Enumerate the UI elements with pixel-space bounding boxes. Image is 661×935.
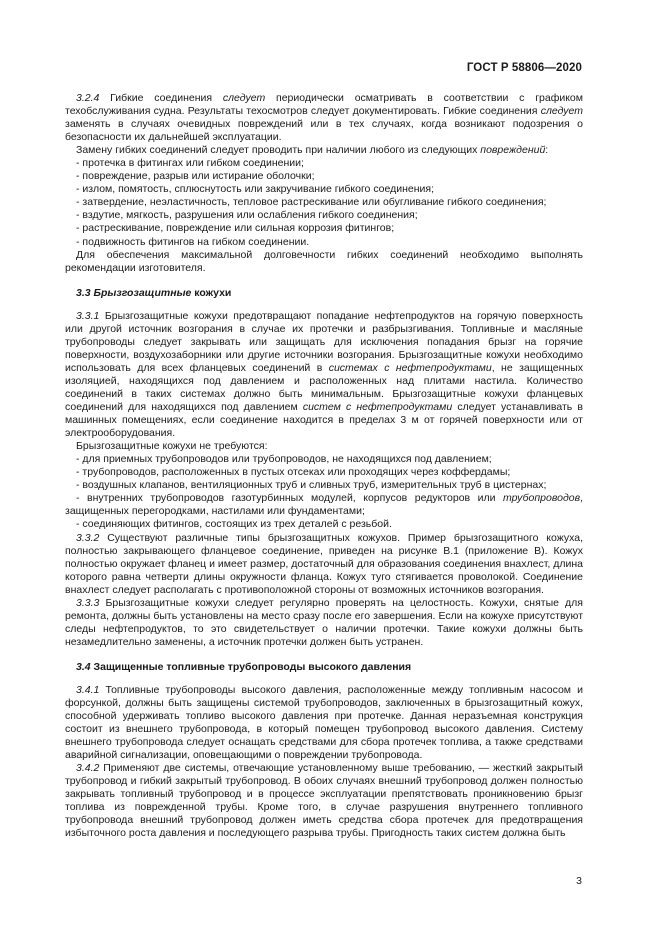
paragraph-3-2-4: 3.2.4 Гибкие соединения следует периодически осматривать в соответствии с графиком техобслуживания судна. Результаты техосмотров следует документировать. Гибкие соединения следует заменять в случаях очевидных повреждений или в тех случаях, когда возникают подозрения о безопасности их дальнейшей эксплуатации.: [65, 92, 583, 144]
clause-number: 3.3.3: [76, 596, 100, 609]
list-item: - воздушных клапанов, вентиляционных труб и сливных труб, измерительных труб в цистернах;: [76, 479, 547, 492]
list-item: - протечка в фитингах или гибком соединении;: [76, 157, 304, 170]
list-item: - подвижность фитингов на гибком соединении.: [76, 235, 310, 248]
clause-number: 3.3.1: [76, 309, 100, 322]
list-item: - повреждение, разрыв или истирание оболочки;: [76, 170, 315, 183]
clause-number: 3.3.2: [76, 531, 100, 544]
replacement-intro: Замену гибких соединений следует проводить при наличии любого из следующих повреждений:: [76, 144, 549, 157]
not-required-intro: Брызгозащитные кожухи не требуются:: [76, 440, 268, 453]
list-item: - растрескивание, повреждение или сильная коррозия фитингов;: [76, 222, 395, 235]
list-item: - соединяющих фитингов, состоящих из трех деталей с резьбой.: [76, 518, 392, 531]
list-item: - для приемных трубопроводов или трубопроводов, не находящихся под давлением;: [76, 453, 492, 466]
paragraph-3-4-2: 3.4.2 Применяют две системы, отвечающие установленному выше требованию, — жесткий закрытый трубопровод и гибкий закрытый трубопровод. В обоих случаях внешний трубопровод должен полностью закрывать топливный трубопровод и в процессе эксплуатации препятствовать проникновению брызг топлива из поврежденной трубы. Кроме того, в случае разрушения внутреннего топливного трубопровода внешний трубопровод должен иметь средства сбора протечек для предотвращения избыточного роста давления и последующего разрыва трубы. Пригодность таких систем должна быть: [65, 762, 583, 840]
paragraph-3-3-1: 3.3.1 Брызгозащитные кожухи предотвращают попадание нефтепродуктов на горячую поверхность или другой источник возгорания в случае их протечки и разбрызгивания. Топливные и масляные трубопроводы следует закрывать или защищать для исключения попадания брызг на горячие поверхности, воздухозаборники или другие источники возгорания. Брызгозащитные кожухи необходимо использовать для всех фланцевых соединений в системах с нефтепродуктами, не защищенных изоляцией, находящихся под давлением и расположенных над плитами настила. Количество соединений в таких системах должно быть минимальным. Брызгозащитные кожухи фланцевых соединений для находящихся под давлением систем с нефтепродуктами следует устанавливать в машинных помещениях, если соединение находится в пределах 3 м от горячей поверхности или от электрооборудования.: [65, 309, 583, 440]
page-number: 3: [576, 875, 582, 887]
paragraph-3-4-1: 3.4.1 Топливные трубопроводы высокого давления, расположенные между топливным насосом и форсункой, должны быть защищены системой трубопроводов, заключенных в брызгозащитный кожух, способной удерживать топливо высокого давления при протечке. Данная неразъемная конструкция состоит из внешнего трубопровода, в который помещен трубопровод высокого давления. Систему внешнего трубопровода следует оснащать средствами для сбора протечек топлива, а также средствами аварийной сигнализации, оповещающими о повреждении трубопровода.: [65, 683, 583, 762]
durability-note: Для обеспечения максимальной долговечности гибких соединений необходимо выполнять рекомендации изготовителя.: [65, 248, 583, 274]
section-heading-3-3: 3.3 Брызгозащитные кожухи: [76, 286, 232, 299]
list-item: - вздутие, мягкость, разрушения или ослабления гибкого соединения;: [76, 209, 418, 222]
paragraph-3-3-3: 3.3.3 Брызгозащитные кожухи следует регулярно проверять на целостность. Кожухи, снятые для ремонта, должны быть установлены на место сразу после его завершения. Если на кожухе присутствуют следы нефтепродуктов, то это свидетельствует о наличии протечки. Такие кожухи должны быть незамедлительно заменены, а источник протечки должен быть устранен.: [65, 596, 583, 648]
clause-number: 3.2.4: [76, 92, 100, 104]
paragraph-3-3-2: 3.3.2 Существуют различные типы брызгозащитных кожухов. Пример брызгозащитного кожуха, полностью закрывающего фланцевое соединение, приведен на рисунке В.1 (приложение В). Кожух полностью окружает фланец и имеет размер, достаточный для образования соединения внахлест, длина которого равна четверти длины окружности фланца. Кожух туго стягивается проволокой. Соединение внахлест следует располагать с противоположной стороны от возможных источников возгорания.: [65, 531, 583, 596]
clause-number: 3.4.1: [76, 683, 100, 696]
list-item: - внутренних трубопроводов газотурбинных модулей, корпусов редукторов или трубопроводов, защищенных перегородками, настилами или фундаментами;: [65, 492, 583, 518]
list-item: - затвердение, неэластичность, тепловое растрескивание или обугливание гибкого соединения;: [76, 196, 547, 209]
page-body: [65, 92, 583, 841]
list-item: - трубопроводов, расположенных в пустых отсеках или проходящих через коффердамы;: [76, 466, 511, 479]
section-heading-3-4: 3.4 Защищенные топливные трубопроводы высокого давления: [76, 660, 412, 673]
clause-number: 3.4.2: [76, 762, 100, 775]
document-id: ГОСТ Р 58806—2020: [466, 62, 582, 74]
list-item: - излом, помятость, сплюснутость или закручивание гибкого соединения;: [76, 183, 435, 196]
